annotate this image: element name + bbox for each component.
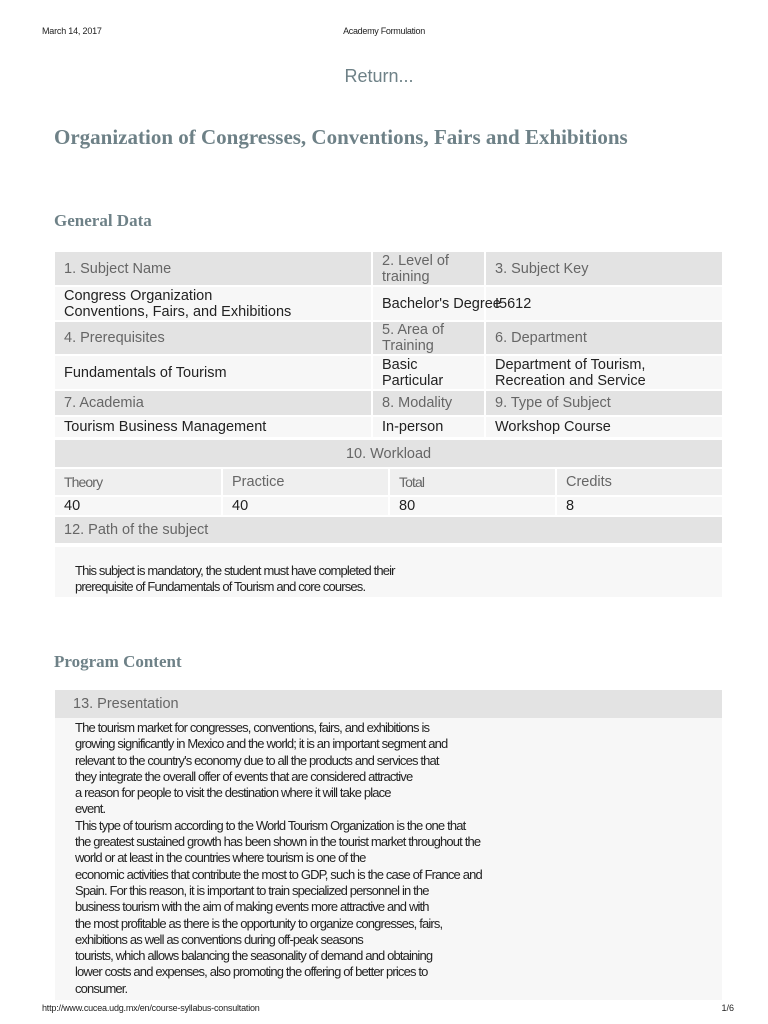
- program-content-heading: Program Content: [54, 652, 182, 671]
- theory-header: Theory: [55, 468, 222, 496]
- general-data-heading: General Data: [54, 211, 152, 230]
- subject-name-label: 1. Subject Name: [55, 252, 372, 286]
- type-label: 9. Type of Subject: [485, 390, 722, 416]
- total-header: Total: [389, 468, 556, 496]
- credits-header: Credits: [556, 468, 722, 496]
- level-label: 2. Level of training: [372, 252, 485, 286]
- path-text: This subject is mandatory, the student must have completed their prerequisite of Fundamentals of Tourism and core courses.: [75, 563, 395, 595]
- print-header-title: Academy Formulation: [343, 26, 425, 36]
- presentation-label: 13. Presentation: [55, 690, 722, 718]
- prerequisites-value: Fundamentals of Tourism: [55, 355, 372, 390]
- credits-value: 8: [556, 496, 722, 516]
- key-value: I5612: [485, 286, 722, 321]
- footer-url: http://www.cucea.udg.mx/en/course-syllabus-consultation: [42, 1003, 260, 1013]
- academia-label: 7. Academia: [55, 390, 372, 416]
- page-title: Organization of Congresses, Conventions, Fairs and Exhibitions: [54, 125, 628, 149]
- type-value: Workshop Course: [485, 416, 722, 438]
- workload-table: [55, 440, 722, 545]
- general-data-table: [55, 252, 722, 439]
- path-label: 12. Path of the subject: [55, 516, 722, 544]
- prerequisites-label: 4. Prerequisites: [55, 321, 372, 355]
- theory-value: 40: [55, 496, 222, 516]
- modality-value: In-person: [372, 416, 485, 438]
- return-link[interactable]: Return...: [344, 66, 414, 86]
- presentation-text: The tourism market for congresses, conventions, fairs, and exhibitions is growing significantly in Mexico and the world; it is an important segment and relevant to the country's economy due to all the products and services that they integrate the overall offer of events that are considered attractive a reason for people to visit the destination where it will take place event. This type of tourism according to the World Tourism Organization is the one that the greatest sustained growth has been shown in the tourist market throughout the world or at least in the countries where tourism is one of the economic activities that contribute the most to GDP, such is the case of France and Spain. For this reason, it is important to train specialized personnel in the business tourism with the aim of making events more attractive and with the most profitable as there is the opportunity to organize congresses, fairs, exhibitions as well as conventions during off-peak seasons tourists, which allows balancing the seasonality of demand and obtaining lower costs and expenses, also promoting the offering of better prices to consumer.: [75, 720, 482, 996]
- page-number: 1/6: [721, 1003, 734, 1013]
- modality-label: 8. Modality: [372, 390, 485, 416]
- total-value: 80: [389, 496, 556, 516]
- presentation-box: [55, 718, 722, 1000]
- path-box: [55, 547, 722, 597]
- academia-value: Tourism Business Management: [55, 416, 372, 438]
- level-value: Bachelor's Degree: [372, 286, 485, 321]
- subject-name-value: Congress Organization Conventions, Fairs, and Exhibitions: [55, 286, 372, 321]
- key-label: 3. Subject Key: [485, 252, 722, 286]
- area-label: 5. Area of Training: [372, 321, 485, 355]
- workload-label: 10. Workload: [55, 440, 722, 468]
- department-label: 6. Department: [485, 321, 722, 355]
- area-value: Basic Particular: [372, 355, 485, 390]
- practice-value: 40: [222, 496, 389, 516]
- print-date: March 14, 2017: [42, 26, 102, 36]
- department-value: Department of Tourism, Recreation and Service: [485, 355, 722, 390]
- practice-header: Practice: [222, 468, 389, 496]
